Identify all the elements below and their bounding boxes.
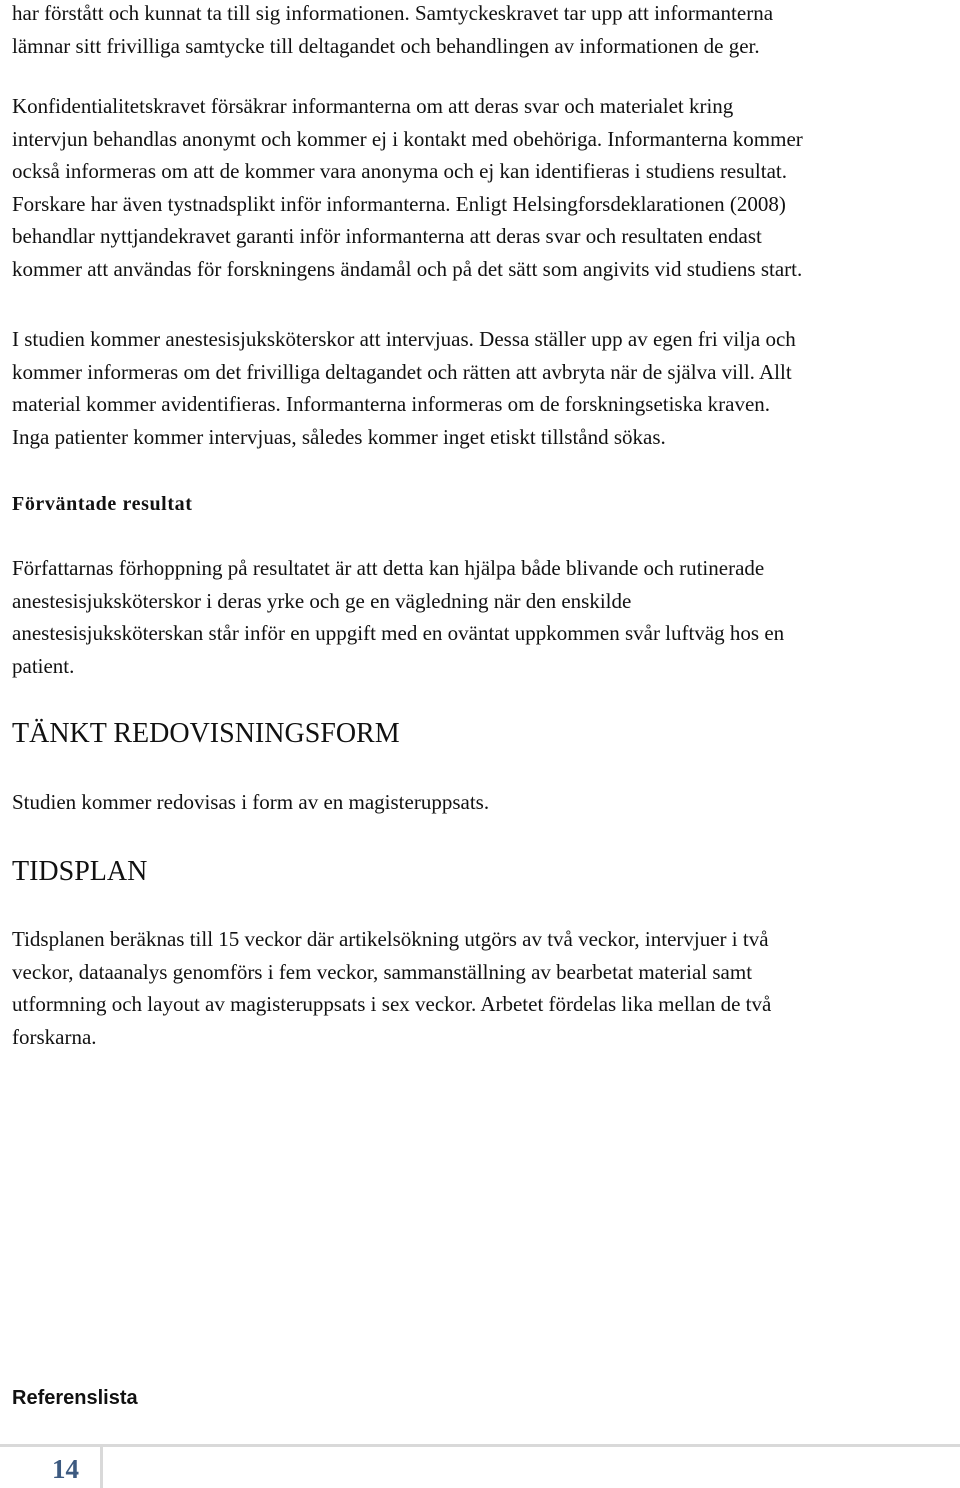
heading-expected-results: Förväntade resultat [12, 493, 193, 515]
text-line: utformning och layout av magisteruppsats i sex veckor. Arbetet fördelas lika mellan de två [12, 992, 772, 1016]
text-line: Konfidentialitetskravet försäkrar informanterna om att deras svar och materialet kring [12, 94, 734, 118]
text-line: Tidsplanen beräknas till 15 veckor där artikelsökning utgörs av två veckor, intervjuer i två [12, 927, 769, 951]
text-line: Inga patienter kommer intervjuas, således kommer inget etiskt tillstånd sökas. [12, 424, 666, 449]
text-line: veckor, dataanalys genomförs i fem veckor, sammanställning av bearbetat material samt [12, 959, 753, 984]
text-line: anestesisjuksköterskor i deras yrke och ge en vägledning när den enskilde [12, 588, 632, 613]
paragraph-participants [12, 323, 796, 453]
text-line: patient. [12, 653, 75, 678]
text-line: kommer att användas för forskningens ändamål och på det sätt som angivits vid studiens start. [12, 256, 803, 281]
text-line: Studien kommer redovisas i form av en magisteruppsats. [12, 790, 490, 814]
text-line: Forskare har även tystnadsplikt inför informanterna. Enligt Helsingforsdeklarationen (2008) [12, 191, 786, 216]
text-line: också informeras om att de kommer vara anonyma och ej kan identifieras i studiens resultat. [12, 159, 788, 183]
paragraph-timeline [12, 923, 771, 1053]
paragraph-consent [12, 0, 773, 62]
text-line: intervjun behandlas anonymt och kommer ej i kontakt med obehöriga. Informanterna kommer [12, 126, 803, 151]
footer-vertical-divider [100, 1446, 103, 1488]
text-line: kommer informeras om det frivilliga deltagandet och rätten att avbryta när de själva vill. Allt [12, 359, 792, 384]
page-number: 14 [52, 1454, 79, 1484]
heading-presentation-form: TÄNKT REDOVISNINGSFORM [12, 718, 400, 749]
text-line: I studien kommer anestesisjuksköterskor att intervjuas. Dessa ställer upp av egen fri vilja och [12, 327, 796, 351]
footer-divider [0, 1444, 960, 1447]
text-line: behandlar nyttjandekravet garanti inför informanterna att deras svar och resultaten endast [12, 224, 762, 248]
paragraph-confidentiality [12, 90, 803, 285]
text-line: lämnar sitt frivilliga samtycke till deltagandet och behandlingen av informationen de ger. [12, 33, 760, 58]
text-line: har förstått och kunnat ta till sig informationen. Samtyckeskravet tar upp att informanterna [12, 1, 774, 25]
heading-timeline: TIDSPLAN [12, 856, 148, 887]
heading-references: Referenslista [12, 1387, 138, 1409]
text-line: forskarna. [12, 1024, 97, 1049]
paragraph-presentation-form [12, 786, 489, 819]
text-line: anestesisjuksköterskan står inför en uppgift med en oväntat uppkommen svår luftväg hos en [12, 621, 785, 645]
text-line: material kommer avidentifieras. Informanterna informeras om de forskningsetiska kraven. [12, 392, 771, 416]
paragraph-expected-results [12, 552, 784, 682]
text-line: Författarnas förhoppning på resultatet är att detta kan hjälpa både blivande och rutinerade [12, 556, 765, 580]
